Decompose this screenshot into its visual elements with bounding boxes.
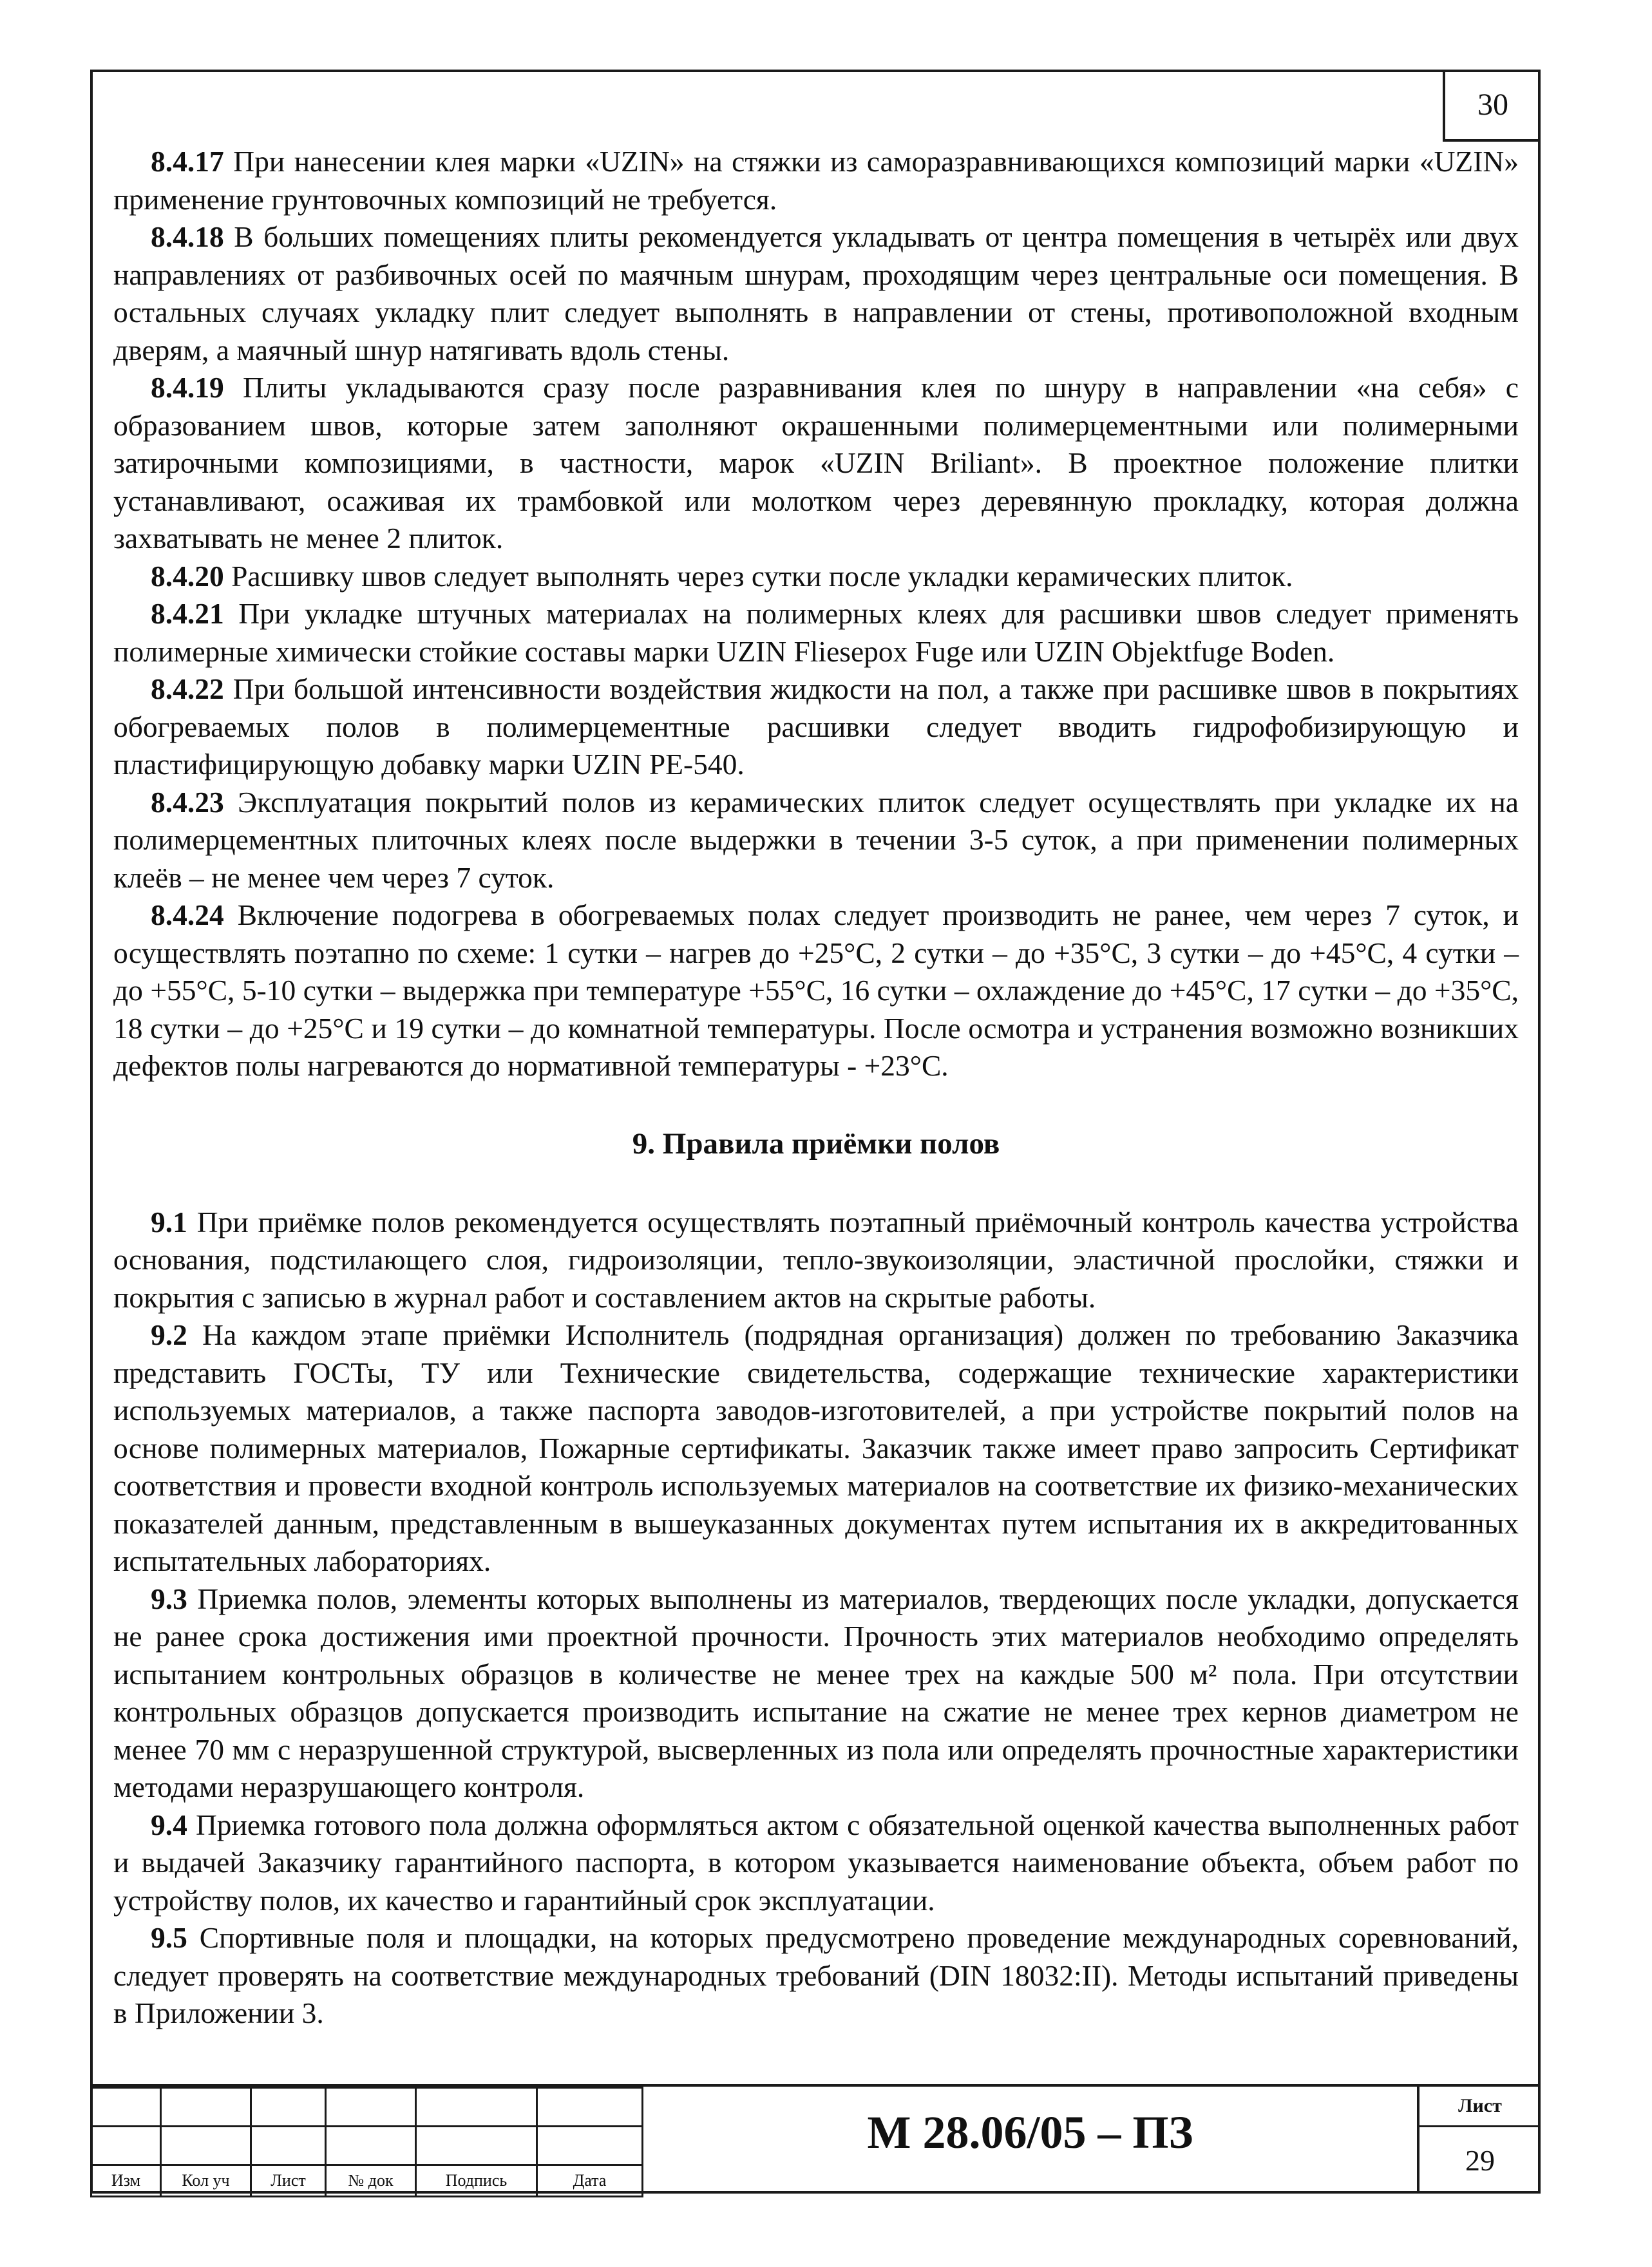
paragraph-8-4-20 <box>113 558 1519 596</box>
paragraph-text: При большой интенсивности воздействия жидкости на пол, а также при расшивке швов в покрытиях обогреваемых полов в полимерцементные расшивки следует вводить гидрофобизирующую и пластифицирующую добавку марки UZIN PE-540. <box>113 672 1519 781</box>
revision-header-row <box>91 2165 643 2197</box>
paragraph-number: 9.4 <box>151 1808 187 1841</box>
column-header-date: Дата <box>537 2165 643 2197</box>
paragraph-text: На каждом этапе приёмки Исполнитель (подрядная организация) должен по требованию Заказчика представить ГОСТы, ТУ или Технические свидетельства, содержащие технические характеристики используемых материалов, а также паспорта заводов-изготовителей, а при устройстве покрытий полов на основе полимерных материалов, Пожарные сертификаты. Заказчик также имеет право запросить Сертификат соответствия и провести входной контроль используемых материалов на соответствие их физико-механических показателей данным, представленным в вышеуказанных документах путем испытания их в аккредитованных испытательных лабораториях. <box>113 1318 1519 1577</box>
corner-page-number <box>1443 70 1541 142</box>
paragraph-text: В больших помещениях плиты рекомендуется укладывать от центра помещения в четырёх или двух направлениях от разбивочных осей по маячным шнурам, проходящим через центральные оси помещения. В остальных случаях укладку плит следует выполнять в направлении от стены, противоположной входным дверям, а маячный шнур натягивать вдоль стены. <box>113 220 1519 366</box>
paragraph-8-4-21 <box>113 595 1519 670</box>
paragraph-number: 9.5 <box>151 1921 187 1954</box>
paragraph-text: Приемка готового пола должна оформляться актом с обязательной оценкой качества выполненных работ и выдачей Заказчику гарантийного паспорта, в котором указывается наименование объекта, объем работ по устройству полов, их качество и гарантийный срок эксплуатации. <box>113 1808 1519 1917</box>
paragraph-text: При приёмке полов рекомендуется осуществлять поэтапный приёмочный контроль качества устройства основания, подстилающего слоя, гидроизоляции, тепло-звукоизоляции, эластичной прослойки, стяжки и покрытия с записью в журнал работ и составлением актов на скрытые работы. <box>113 1205 1519 1314</box>
paragraph-number: 8.4.20 <box>151 559 224 593</box>
revision-row <box>91 2088 643 2127</box>
paragraph-text: При нанесении клея марки «UZIN» на стяжки из саморазравнивающихся композиций марки «UZIN» применение грунтовочных композиций не требуется. <box>113 145 1519 216</box>
paragraph-text: Плиты укладываются сразу после разравнивания клея по шнуру в направлении «на себя» с образованием швов, которые затем заполняют окрашенными полимерцементными или полимерными затирочными композициями, в частности, марок «UZIN Briliant». В проектное положение плитки устанавливают, осаживая их трамбовкой или молотком через деревянную прокладку, которая должна захватывать не менее 2 плиток. <box>113 371 1519 555</box>
document-code-text: М 28.06/05 – ПЗ <box>867 2107 1193 2158</box>
document-code <box>641 2087 1419 2194</box>
section-title: 9. Правила приёмки полов <box>632 1126 1000 1161</box>
paragraph-text: Включение подогрева в обогреваемых полах следует производить не ранее, чем через 7 суток, и осуществлять поэтапно по схеме: 1 сутки – нагрев до +25°С, 2 сутки – до +35°С, 3 сутки – до +45°С, 4 сутки – до +55°С, 5-10 сутки – выдержка при температуре +55°С, 16 сутки – охлаждение до +45°С, 17 сутки – до +35°С, 18 сутки – до +25°С и 19 сутки – до комнатной температуры. После осмотра и устранения возможно возникших дефектов полы нагреваются до нормативной температуры - +23°С. <box>113 898 1519 1082</box>
paragraph-number: 8.4.19 <box>151 371 224 404</box>
title-block <box>90 2084 1541 2194</box>
paragraph-number: 8.4.21 <box>151 597 224 630</box>
paragraph-text: Эксплуатация покрытий полов из керамических плиток следует осуществлять при укладке их на полимерцементных плиточных клеях после выдержки в течении 3-5 суток, а при применении полимерных клеёв – не менее чем через 7 суток. <box>113 785 1519 894</box>
sheet-box <box>1419 2087 1541 2194</box>
paragraph-number: 8.4.23 <box>151 785 224 819</box>
paragraph-9-4 <box>113 1807 1519 1920</box>
paragraph-number: 8.4.17 <box>151 145 224 178</box>
paragraph-number: 9.3 <box>151 1582 187 1615</box>
paragraph-8-4-24 <box>113 896 1519 1085</box>
paragraph-9-2 <box>113 1316 1519 1580</box>
paragraph-8-4-17 <box>113 143 1519 218</box>
paragraph-9-5 <box>113 1919 1519 2033</box>
paragraph-text: Приемка полов, элементы которых выполнены из материалов, твердеющих после укладки, допускается не ранее срока достижения ими проектной прочности. Прочность этих материалов необходимо определять испытанием контрольных образцов в количестве не менее трех на каждые 500 м² пола. При отсутствии контрольных образцов допускается производить испытание на сжатие не менее трех кернов диаметром не менее 70 мм с неразрушенной структурой, высверленных из пола или определять прочностные характеристики методами неразрушающего контроля. <box>113 1582 1519 1803</box>
paragraph-8-4-18 <box>113 218 1519 369</box>
paragraph-text: Расшивку швов следует выполнять через сутки после укладки керамических плиток. <box>223 559 1293 593</box>
paragraph-number: 8.4.18 <box>151 220 224 253</box>
paragraph-9-3 <box>113 1580 1519 1807</box>
paragraph-9-1 <box>113 1204 1519 1317</box>
column-header-doc-number: № док <box>326 2165 416 2197</box>
sheet-number: 29 <box>1465 2144 1495 2177</box>
paragraph-number: 9.1 <box>151 1205 187 1238</box>
paragraph-text: Спортивные поля и площадки, на которых предусмотрено проведение международных соревнований, следует проверять на соответствие международных требований (DIN 18032:II). Методы испытаний приведены в Приложении 3. <box>113 1921 1519 2029</box>
paragraph-number: 8.4.22 <box>151 672 224 705</box>
column-header-count: Кол уч <box>161 2165 251 2197</box>
column-header-signature: Подпись <box>416 2165 537 2197</box>
revision-table <box>90 2087 643 2197</box>
paragraph-8-4-23 <box>113 784 1519 897</box>
paragraph-number: 8.4.24 <box>151 898 224 931</box>
sheet-label: Лист <box>1419 2087 1541 2127</box>
document-body <box>113 143 1519 2033</box>
column-header-change: Изм <box>91 2165 161 2197</box>
column-header-sheet: Лист <box>251 2165 326 2197</box>
paragraph-text: При укладке штучных материалах на полимерных клеях для расшивки швов следует применять полимерные химически стойкие составы марки UZIN Fliesepox Fuge или UZIN Objektfuge Boden. <box>113 597 1519 668</box>
revision-row <box>91 2127 643 2165</box>
paragraph-8-4-19 <box>113 369 1519 558</box>
paragraph-number: 9.2 <box>151 1318 187 1351</box>
corner-page-number-text: 30 <box>1477 87 1508 122</box>
paragraph-8-4-22 <box>113 670 1519 784</box>
